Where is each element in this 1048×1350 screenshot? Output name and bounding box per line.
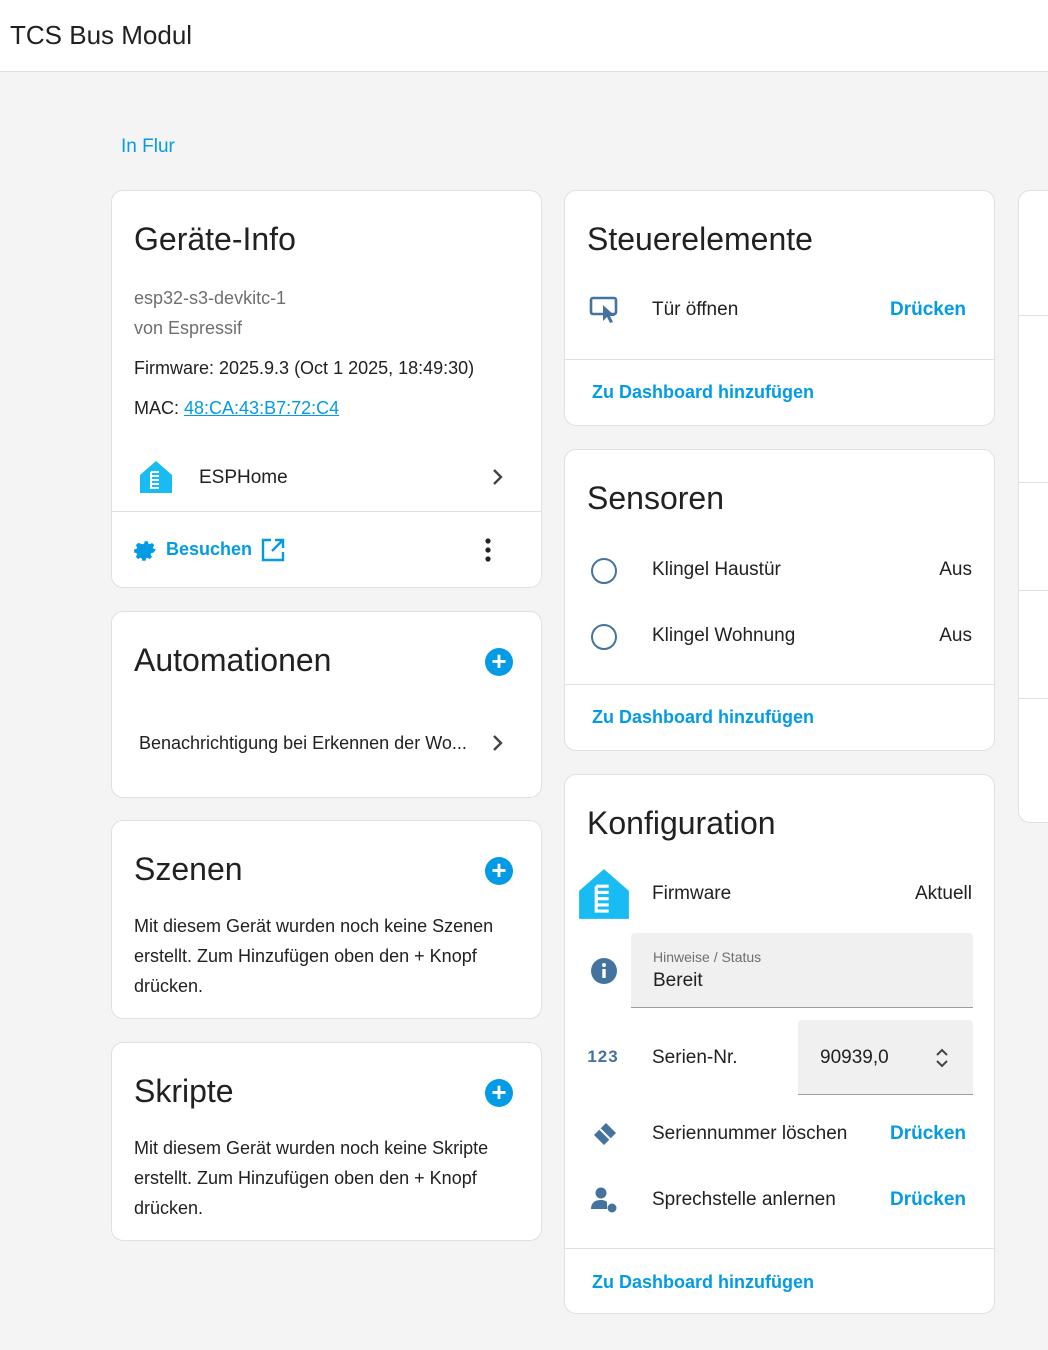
gear-icon [130,535,160,565]
chevron-right-icon[interactable] [488,733,508,753]
automations-card [111,611,542,798]
mac-label: MAC: [134,398,185,418]
activity-card-partial [1018,190,1048,823]
controls-add-dashboard-button[interactable]: Zu Dashboard hinzufügen [592,382,814,402]
status-field-value: Bereit [653,970,703,991]
controls-card [564,190,995,426]
open-in-new-icon[interactable] [258,535,288,565]
esphome-icon [136,457,176,497]
add-automation-button[interactable]: + [485,648,513,676]
top-bar [0,0,1048,72]
automation-item[interactable]: Benachrichtigung bei Erkennen der Wo... [139,733,467,753]
scenes-title: Szenen [134,851,243,887]
control-item-label: Tür öffnen [652,299,739,320]
device-model: esp32-s3-devkitc-1 [134,288,287,308]
config-title: Konfiguration [587,805,776,841]
door-open-press-button[interactable]: Drücken [889,299,966,320]
esphome-icon [575,865,633,923]
sensors-card [564,449,995,751]
learn-intercom-label: Sprechstelle anlernen [652,1189,836,1210]
area-link[interactable]: In Flur [121,136,175,157]
account-cog-icon [587,1183,621,1217]
numeric-icon: 123 [587,1047,619,1066]
add-script-button[interactable]: + [485,1079,513,1107]
scripts-empty-text: Mit diesem Gerät wurden noch keine Skripte erstellt. Zum Hinzufügen oben den + Knopf drücken. [134,1138,489,1218]
page-title: TCS Bus Modul [10,20,193,50]
serial-number-input[interactable] [798,1020,973,1095]
chevron-right-icon[interactable] [488,467,508,487]
scripts-title: Skripte [134,1073,234,1109]
controls-title: Steuerelemente [587,221,813,257]
device-firmware: Firmware: 2025.9.3 (Oct 1 2025, 18:49:30) [134,358,475,378]
serial-label: Serien-Nr. [652,1047,738,1068]
device-mac [134,398,339,419]
circle-outline-icon [589,622,619,652]
more-vertical-icon[interactable] [476,535,500,565]
sensor-state: Aus [939,625,972,646]
sensor-label[interactable]: Klingel Wohnung [652,625,796,646]
learn-intercom-press-button[interactable]: Drücken [889,1189,966,1210]
visit-button[interactable]: Besuchen [166,539,253,559]
sensors-title: Sensoren [587,480,724,516]
automations-title: Automationen [134,642,332,678]
door-open-icon [587,293,621,327]
device-manufacturer: von Espressif [134,318,243,338]
eraser-icon [587,1117,621,1151]
scripts-card [111,1042,542,1241]
serial-number-value: 90939,0 [820,1047,889,1068]
sensors-add-dashboard-button[interactable]: Zu Dashboard hinzufügen [592,707,814,727]
config-add-dashboard-button[interactable]: Zu Dashboard hinzufügen [592,1272,814,1292]
status-field-label: Hinweise / Status [653,949,762,965]
integration-link[interactable]: ESPHome [199,467,288,488]
scenes-card [111,820,542,1019]
sensor-label[interactable]: Klingel Haustür [652,559,781,580]
info-icon [589,956,619,986]
add-scene-button[interactable]: + [485,857,513,885]
status-field[interactable] [631,933,973,1008]
config-firmware-label[interactable]: Firmware [652,883,732,904]
scenes-empty-text: Mit diesem Gerät wurden noch keine Szenen erstellt. Zum Hinzufügen oben den + Knopf drücken. [134,916,494,996]
device-info-card [111,190,542,588]
circle-outline-icon [589,556,619,586]
delete-serial-press-button[interactable]: Drücken [889,1123,966,1144]
sensor-state: Aus [939,559,972,580]
device-info-title: Geräte-Info [134,221,296,257]
delete-serial-label: Seriennummer löschen [652,1123,848,1144]
config-card [564,774,995,1314]
stepper-icon[interactable] [932,1044,952,1072]
config-firmware-state: Aktuell [914,883,972,904]
mac-link[interactable]: 48:CA:43:B7:72:C4 [184,398,340,418]
